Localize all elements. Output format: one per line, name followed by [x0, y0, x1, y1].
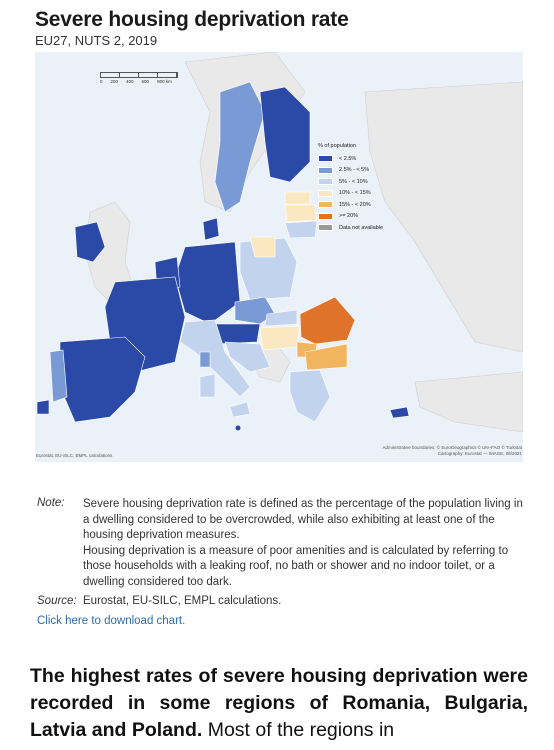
legend-item [318, 222, 383, 234]
legend-item [318, 211, 383, 223]
region-lithuania [285, 221, 317, 238]
scale-tick: 0 [100, 79, 103, 84]
legend-label: < 2.5% [339, 155, 357, 162]
body-paragraph [30, 663, 528, 744]
europe-map [35, 52, 523, 462]
map-credits [340, 445, 522, 457]
legend-item [318, 188, 383, 200]
scale-tick: 400 [126, 79, 134, 84]
map-svg [35, 52, 523, 462]
scale-bar [100, 72, 178, 84]
legend-swatch [318, 201, 333, 208]
legend-swatch [318, 178, 333, 185]
credits-cartography: Cartography: Eurostat — IMAGE, 06/2021 [437, 451, 522, 456]
region-hungary [260, 326, 300, 350]
legend-item [318, 199, 383, 211]
region-latvia [285, 205, 317, 222]
scale-bar-ticks [100, 79, 178, 84]
legend-item [318, 165, 383, 177]
download-chart-link[interactable]: Click here to download chart. [37, 615, 186, 627]
region-italy-center [200, 352, 210, 367]
legend-item [318, 153, 383, 165]
note-text [83, 497, 523, 590]
chart-title: Severe housing deprivation rate [35, 8, 349, 31]
chart-subtitle: EU27, NUTS 2, 2019 [35, 33, 158, 48]
region-denmark [203, 218, 219, 240]
legend-item [318, 176, 383, 188]
map-legend [318, 143, 383, 234]
scale-tick: 200 [110, 79, 119, 84]
legend-swatch [318, 190, 333, 197]
body-rest-text: Most of the regions in [202, 719, 395, 741]
legend-swatch [318, 224, 333, 231]
note-line: Severe housing deprivation rate is defined as the percentage of the population living in a dwelling considered to be overcrowded, while also exhibiting at least one of the housing deprivation measures. [83, 498, 523, 541]
legend-label: 15% - < 20% [339, 201, 371, 208]
note-line: Housing deprivation is a measure of poor amenities and is calculated by referring to those households with a leaking roof, no bath or shower and no indoor toilet, or a dwelling considered too dark. [83, 544, 509, 588]
legend-swatch [318, 155, 333, 162]
scale-tick: 600 [141, 79, 150, 84]
scale-tick: 800 km [157, 79, 172, 84]
map-source: Eurostat, EU-SILC, EMPL calculations [36, 453, 113, 458]
scale-bar-graphic [100, 72, 178, 78]
region-canary [37, 400, 49, 414]
region-estonia [285, 192, 310, 204]
legend-swatch [318, 167, 333, 174]
legend-swatch [318, 213, 333, 220]
legend-label: 2.5% - < 5% [339, 167, 370, 174]
source-text: Eurostat, EU-SILC, EMPL calculations. [83, 595, 282, 607]
legend-label: 5% - < 10% [339, 178, 368, 185]
region-sardinia [200, 374, 215, 397]
region-malta [236, 426, 241, 431]
legend-title: % of population [318, 143, 356, 149]
note-label: Note: [37, 497, 65, 509]
legend-label: 10% - < 15% [339, 190, 371, 197]
legend-label: >= 20% [339, 213, 358, 220]
body-bold-text: The highest rates of severe housing deprivation were recorded in some regions of Romania, Bulgaria, Latvia and Poland. [30, 665, 528, 741]
source-label: Source: [37, 595, 77, 607]
credits-boundaries: Administrative boundaries: © EuroGeographics © UN–FAO © Turkstat [382, 445, 522, 450]
legend-label: Data not available [339, 224, 384, 231]
